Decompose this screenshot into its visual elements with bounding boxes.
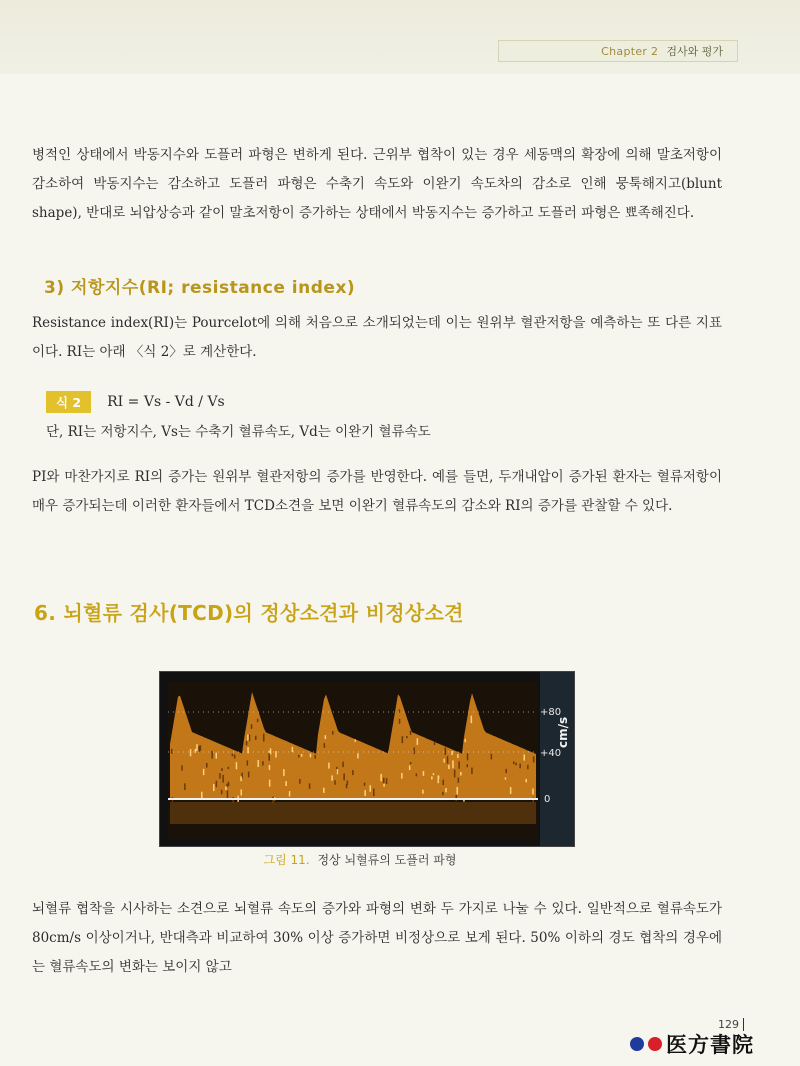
doppler-texture	[414, 747, 416, 754]
publisher-dot-red-icon	[648, 1037, 662, 1051]
doppler-texture	[201, 792, 203, 799]
scale-label-40: +40	[540, 748, 562, 759]
doppler-texture	[232, 754, 234, 757]
doppler-texture	[196, 744, 198, 751]
doppler-texture	[324, 743, 326, 748]
doppler-texture	[471, 716, 473, 723]
doppler-texture	[181, 765, 183, 770]
doppler-texture	[213, 784, 215, 791]
doppler-texture	[289, 791, 291, 796]
doppler-texture	[460, 772, 462, 776]
doppler-texture	[383, 784, 385, 787]
doppler-texture	[228, 782, 230, 787]
doppler-texture	[301, 754, 303, 757]
doppler-texture	[357, 753, 359, 758]
doppler-texture	[506, 769, 508, 773]
doppler-texture	[258, 760, 260, 767]
doppler-texture	[457, 787, 459, 794]
doppler-texture	[416, 774, 418, 777]
doppler-texture	[262, 761, 264, 765]
doppler-texture	[275, 751, 277, 757]
doppler-texture	[402, 736, 404, 743]
doppler-texture	[234, 755, 236, 759]
doppler-texture	[417, 738, 419, 745]
doppler-texture	[442, 792, 444, 795]
unit-label: cm/s	[556, 716, 570, 748]
equation-formula: RI = Vs - Vd / Vs	[107, 394, 225, 410]
doppler-texture	[524, 754, 526, 760]
doppler-texture	[399, 719, 401, 724]
doppler-texture	[257, 719, 259, 722]
doppler-texture	[200, 745, 202, 750]
doppler-texture	[370, 785, 372, 791]
doppler-texture	[510, 787, 512, 794]
doppler-texture	[255, 736, 257, 740]
doppler-texture	[219, 773, 221, 778]
doppler-texture	[270, 748, 272, 754]
doppler-texture	[423, 771, 425, 776]
doppler-texture	[203, 769, 205, 775]
top-band	[0, 0, 800, 74]
doppler-texture	[465, 739, 467, 742]
doppler-waveform-figure	[159, 671, 575, 847]
figure-caption-text: 정상 뇌혈류의 도플러 파형	[317, 853, 457, 867]
doppler-texture	[247, 760, 249, 765]
doppler-texture	[343, 774, 345, 781]
doppler-texture	[221, 790, 223, 795]
scale-label-80: +80	[540, 707, 562, 718]
doppler-texture	[456, 795, 458, 801]
doppler-texture	[526, 779, 528, 782]
doppler-texture	[434, 742, 436, 745]
doppler-texture	[448, 765, 450, 769]
doppler-texture	[352, 770, 354, 775]
doppler-texture	[422, 790, 424, 794]
doppler-texture	[184, 783, 186, 790]
doppler-texture	[513, 761, 515, 764]
doppler-texture	[383, 778, 385, 784]
doppler-texture	[533, 756, 535, 762]
doppler-texture	[347, 781, 349, 785]
doppler-texture	[269, 753, 271, 761]
paragraph-ri-increase: PI와 마찬가지로 RI의 증가는 원위부 혈관저항의 증가를 반영한다. 예를 들면, 두개내압이 증가된 환자는 혈류저항이 매우 증가되는데 이러한 환자들에서 TCD소견을 보면 이완기 혈류속도의 감소와 RI의 증가를 관찰할 수 있다.	[32, 469, 722, 514]
doppler-texture	[443, 780, 445, 785]
doppler-texture	[342, 762, 344, 768]
paragraph-pulsatility: 병적인 상태에서 박동지수와 도플러 파형은 변하게 된다. 근위부 협착이 있는 경우 세동맥의 확장에 의해 말초저항이 감소하여 박동지수는 감소하고 도플러 파형은 수축기 속도와 이완기 속도차의 감소로 인해 뭉툭해지고(blunt shape), 반대로 뇌압상승과 같이 말초저항이 증가하는 상태에서 박동지수는 증가하고 도플러 파형은 뾰족해진다.	[32, 147, 722, 221]
doppler-texture	[269, 765, 271, 770]
doppler-texture	[438, 776, 440, 779]
publisher-dot-blue-icon	[630, 1037, 644, 1051]
doppler-texture	[211, 751, 213, 759]
figure-caption	[0, 851, 720, 868]
doppler-texture	[491, 754, 493, 760]
doppler-texture	[171, 749, 173, 754]
doppler-texture	[247, 735, 249, 741]
equation-2	[46, 391, 225, 413]
publisher-name: 医方書院	[666, 1032, 754, 1057]
doppler-texture	[445, 748, 447, 755]
doppler-texture	[332, 731, 334, 735]
doppler-texture	[248, 772, 250, 778]
publisher-logo	[630, 1027, 754, 1061]
doppler-texture	[331, 775, 333, 780]
doppler-texture	[471, 768, 473, 774]
doppler-texture	[406, 736, 408, 738]
doppler-texture	[373, 789, 375, 797]
doppler-texture	[409, 766, 411, 771]
doppler-texture	[433, 773, 435, 775]
doppler-texture	[454, 770, 456, 778]
doppler-texture	[216, 753, 218, 759]
doppler-texture	[505, 777, 507, 779]
doppler-texture	[458, 761, 460, 768]
doppler-texture	[467, 764, 469, 767]
doppler-texture	[216, 781, 218, 788]
doppler-texture	[236, 762, 238, 769]
doppler-texture	[410, 762, 412, 764]
doppler-texture	[246, 741, 248, 745]
doppler-texture	[298, 755, 300, 757]
doppler-texture	[467, 753, 469, 760]
doppler-texture	[458, 778, 460, 783]
doppler-texture	[283, 769, 285, 776]
doppler-texture	[323, 788, 325, 793]
doppler-texture	[527, 765, 529, 769]
scale-label-0: 0	[544, 794, 551, 805]
doppler-texture	[328, 763, 330, 769]
doppler-texture	[240, 776, 242, 781]
doppler-texture	[325, 735, 327, 739]
doppler-texture	[515, 763, 517, 766]
doppler-reverse-band	[170, 802, 536, 824]
doppler-texture	[315, 755, 317, 759]
paragraph-stenosis: 뇌혈류 협착을 시사하는 소견으로 뇌혈류 속도의 증가와 파형의 변화 두 가지로 나눌 수 있다. 일반적으로 혈류속도가 80cm/s 이상이거나, 반대측과 비교하여 30% 이상 증가하면 비정상으로 보게 된다. 50% 이하의 경도 협착의 경우에는 혈류속도의 변화는 보이지 않고	[32, 901, 722, 975]
subheading-resistance-index: 3) 저항지수(RI; resistance index)	[44, 278, 356, 298]
doppler-texture	[447, 756, 449, 764]
doppler-texture	[190, 749, 192, 756]
doppler-texture	[292, 747, 294, 752]
doppler-texture	[309, 783, 311, 789]
doppler-texture	[364, 783, 366, 786]
doppler-texture	[431, 776, 433, 779]
figure-number: 그림 11.	[263, 853, 310, 867]
doppler-texture	[355, 739, 357, 742]
doppler-texture	[249, 735, 251, 742]
doppler-texture	[206, 763, 208, 768]
doppler-texture	[401, 773, 403, 779]
chapter-number: Chapter 2	[601, 44, 659, 58]
doppler-texture	[519, 764, 521, 769]
doppler-texture	[221, 768, 223, 771]
chapter-title: 검사와 평가	[666, 45, 723, 58]
equation-badge: 식 2	[46, 391, 91, 413]
doppler-texture	[334, 780, 336, 784]
doppler-texture	[222, 775, 224, 783]
paragraph-ri-intro: Resistance index(RI)는 Pourcelot에 의해 처음으로 소개되었는데 이는 원위부 혈관저항을 예측하는 또 다른 지표이다. RI는 아래 〈식 2〉로 계산한다.	[32, 315, 722, 360]
doppler-texture	[386, 778, 388, 784]
doppler-texture	[299, 779, 301, 784]
doppler-texture	[410, 731, 412, 735]
doppler-texture	[443, 759, 445, 763]
doppler-texture	[227, 791, 229, 799]
doppler-texture	[195, 749, 197, 753]
equation-note: 단, RI는 저항지수, Vs는 수축기 혈류속도, Vd는 이완기 혈류속도	[46, 424, 431, 440]
doppler-texture	[457, 754, 459, 758]
page-number: 129	[718, 1018, 744, 1031]
doppler-texture	[241, 789, 243, 795]
doppler-waveform-image	[160, 672, 574, 846]
section-heading-tcd: 6. 뇌혈류 검사(TCD)의 정상소견과 비정상소견	[34, 601, 464, 625]
chapter-header	[498, 40, 738, 62]
doppler-texture	[337, 769, 339, 774]
doppler-texture	[532, 789, 534, 795]
doppler-texture	[263, 734, 265, 742]
doppler-texture	[251, 724, 253, 729]
doppler-texture	[269, 780, 271, 787]
doppler-texture	[285, 781, 287, 786]
doppler-texture	[364, 790, 366, 796]
doppler-texture	[452, 761, 454, 769]
doppler-texture	[310, 754, 312, 758]
doppler-texture	[451, 751, 453, 755]
doppler-texture	[228, 767, 230, 769]
doppler-texture	[380, 774, 382, 781]
doppler-texture	[445, 788, 447, 792]
doppler-texture	[225, 786, 227, 790]
